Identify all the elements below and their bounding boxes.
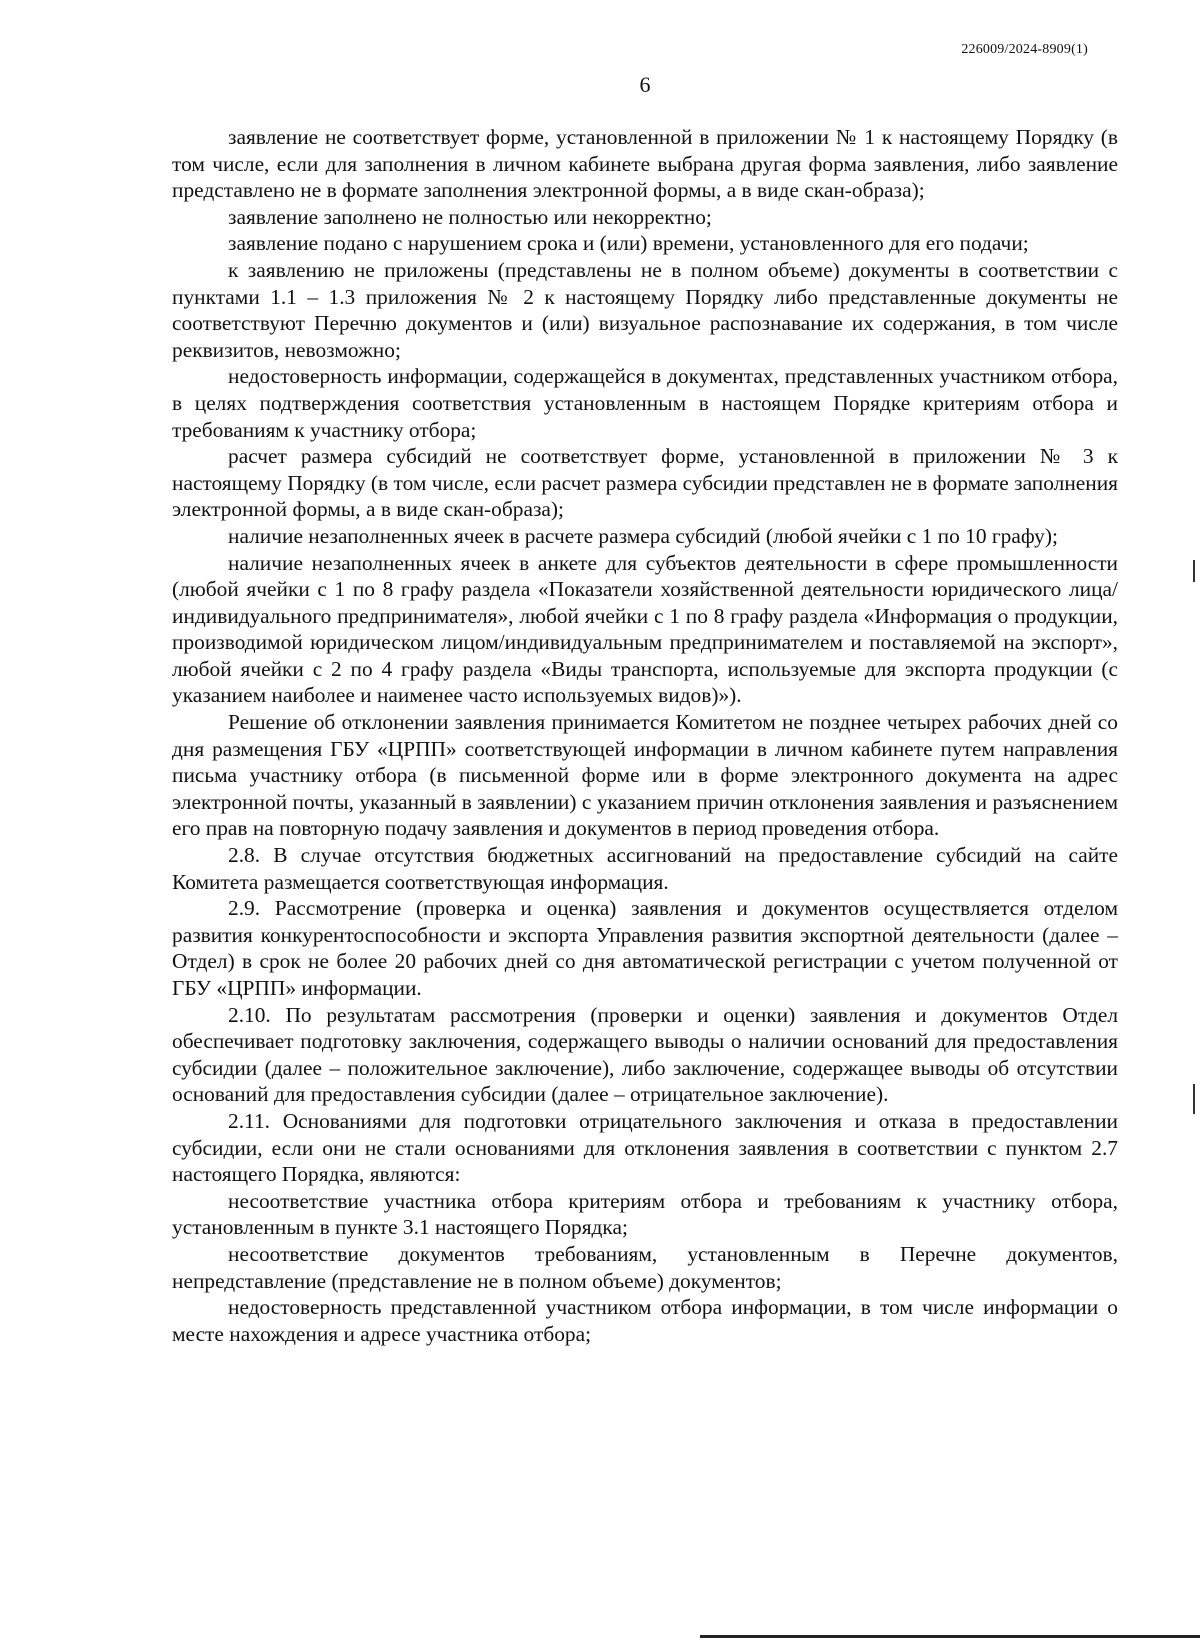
paragraph-deadline-violation: заявление подано с нарушением срока и (или) времени, установленного для его подачи;	[228, 231, 1029, 256]
scan-edge-mark	[1193, 560, 1195, 582]
paragraph-participant-mismatch: несоответствие участника отбора критериям отбора и требованиям к участнику отбора, установленным в пункте 3.1 настоящего Порядка;	[172, 1188, 1118, 1240]
paragraph-2-8: 2.8. В случае отсутствия бюджетных ассигнований на предоставление субсидий на сайте Комитета размещается соответствующая информация.	[172, 843, 1118, 894]
paragraph-missing-documents: к заявлению не приложены (представлены не в полном объеме) документы в соответствии с пунктами 1.1 – 1.3 приложения № 2 к настоящему Порядку либо представленные документы не соответствуют Перечню документов и (или) визуальное распознавание их содержания, в том числе реквизитов, невозможно;	[172, 257, 1118, 362]
paragraph-form-mismatch: заявление не соответствует форме, установленной в приложении № 1 к настоящему Порядку (в том числе, если для заполнения в личном кабинете выбрана другая форма заявления, либо заявление представлено не в формате заполнения электронной формы, а в виде скан-образа);	[172, 125, 1118, 203]
scan-edge-mark	[1193, 1084, 1195, 1114]
paragraph-unreliable-information: недостоверность информации, содержащейся в документах, представленных участником отбора, в целях подтверждения соответствия установленным в настоящем Порядке критериям отбора и требованиям к участнику отбора;	[172, 364, 1118, 442]
paragraph-subsidy-calculation-mismatch: расчет размера субсидий не соответствует форме, установленной в приложении № 3 к настоящему Порядку (в том числе, если расчет размера субсидии представлен не в формате заполнения электронной формы, а в виде скан-образа);	[172, 444, 1118, 522]
paragraph-incomplete-application: заявление заполнено не полностью или некорректно;	[228, 204, 712, 229]
paragraph-empty-calculation-cells: наличие незаполненных ячеек в расчете размера субсидий (любой ячейки с 1 по 10 графу);	[228, 523, 1058, 548]
paragraph-documents-mismatch: несоответствие документов требованиям, установленным в Перечне документов, непредставление (представление не в полном объеме) документов;	[172, 1241, 1118, 1293]
paragraph-2-11: 2.11. Основаниями для подготовки отрицательного заключения и отказа в предоставлении субсидии, если они не стали основаниями для отклонения заявления в соответствии с пунктом 2.7 настоящего Порядка, являются:	[172, 1108, 1118, 1187]
paragraph-empty-questionnaire-cells: наличие незаполненных ячеек в анкете для субъектов деятельности в сфере промышленности (любой ячейки с 1 по 8 графу раздела «Показатели хозяйственной деятельности юридического лица/индивидуального предпринимателя», любой ячейки с 1 по 8 графу раздела «Информация о продукции, производимой юридическом лицом/индивидуальным предпринимателем и поставляемой на экспорт», любой ячейки с 2 по 4 графу раздела «Виды транспорта, используемые для экспорта продукции (с указанием наиболее и наименее часто используемых видов)»).	[172, 550, 1118, 708]
paragraph-unreliable-participant-info: недостоверность представленной участником отбора информации, в том числе информации о месте нахождения и адресе участника отбора;	[172, 1295, 1118, 1346]
scan-bottom-edge	[700, 1635, 1200, 1638]
paragraph-2-10: 2.10. По результатам рассмотрения (проверки и оценки) заявления и документов Отдел обеспечивает подготовку заключения, содержащего выводы о наличии оснований для предоставления субсидии (далее – положительное заключение), либо заключение, содержащее выводы об отсутствии оснований для предоставления субсидии (далее – отрицательное заключение).	[172, 1002, 1118, 1107]
paragraph-rejection-decision: Решение об отклонении заявления принимается Комитетом не позднее четырех рабочих дней со дня размещения ГБУ «ЦРПП» соответствующей информации в личном кабинете путем направления письма участнику отбора (в письменной форме или в форме электронного документа на адрес электронной почты, указанный в заявлении) с указанием причин отклонения заявления и разъяснением его прав на повторную подачу заявления и документов в период проведения отбора.	[172, 710, 1118, 841]
page-number: 6	[639, 72, 651, 97]
paragraph-2-9: 2.9. Рассмотрение (проверка и оценка) заявления и документов осуществляется отделом развития конкурентоспособности и экспорта Управления развития экспортной деятельности (далее – Отдел) в срок не более 20 рабочих дней со дня автоматической регистрации с учетом полученной от ГБУ «ЦРПП» информации.	[172, 896, 1118, 1000]
document-registration-number: 226009/2024-8909(1)	[961, 42, 1088, 57]
document-body	[172, 124, 1118, 1347]
